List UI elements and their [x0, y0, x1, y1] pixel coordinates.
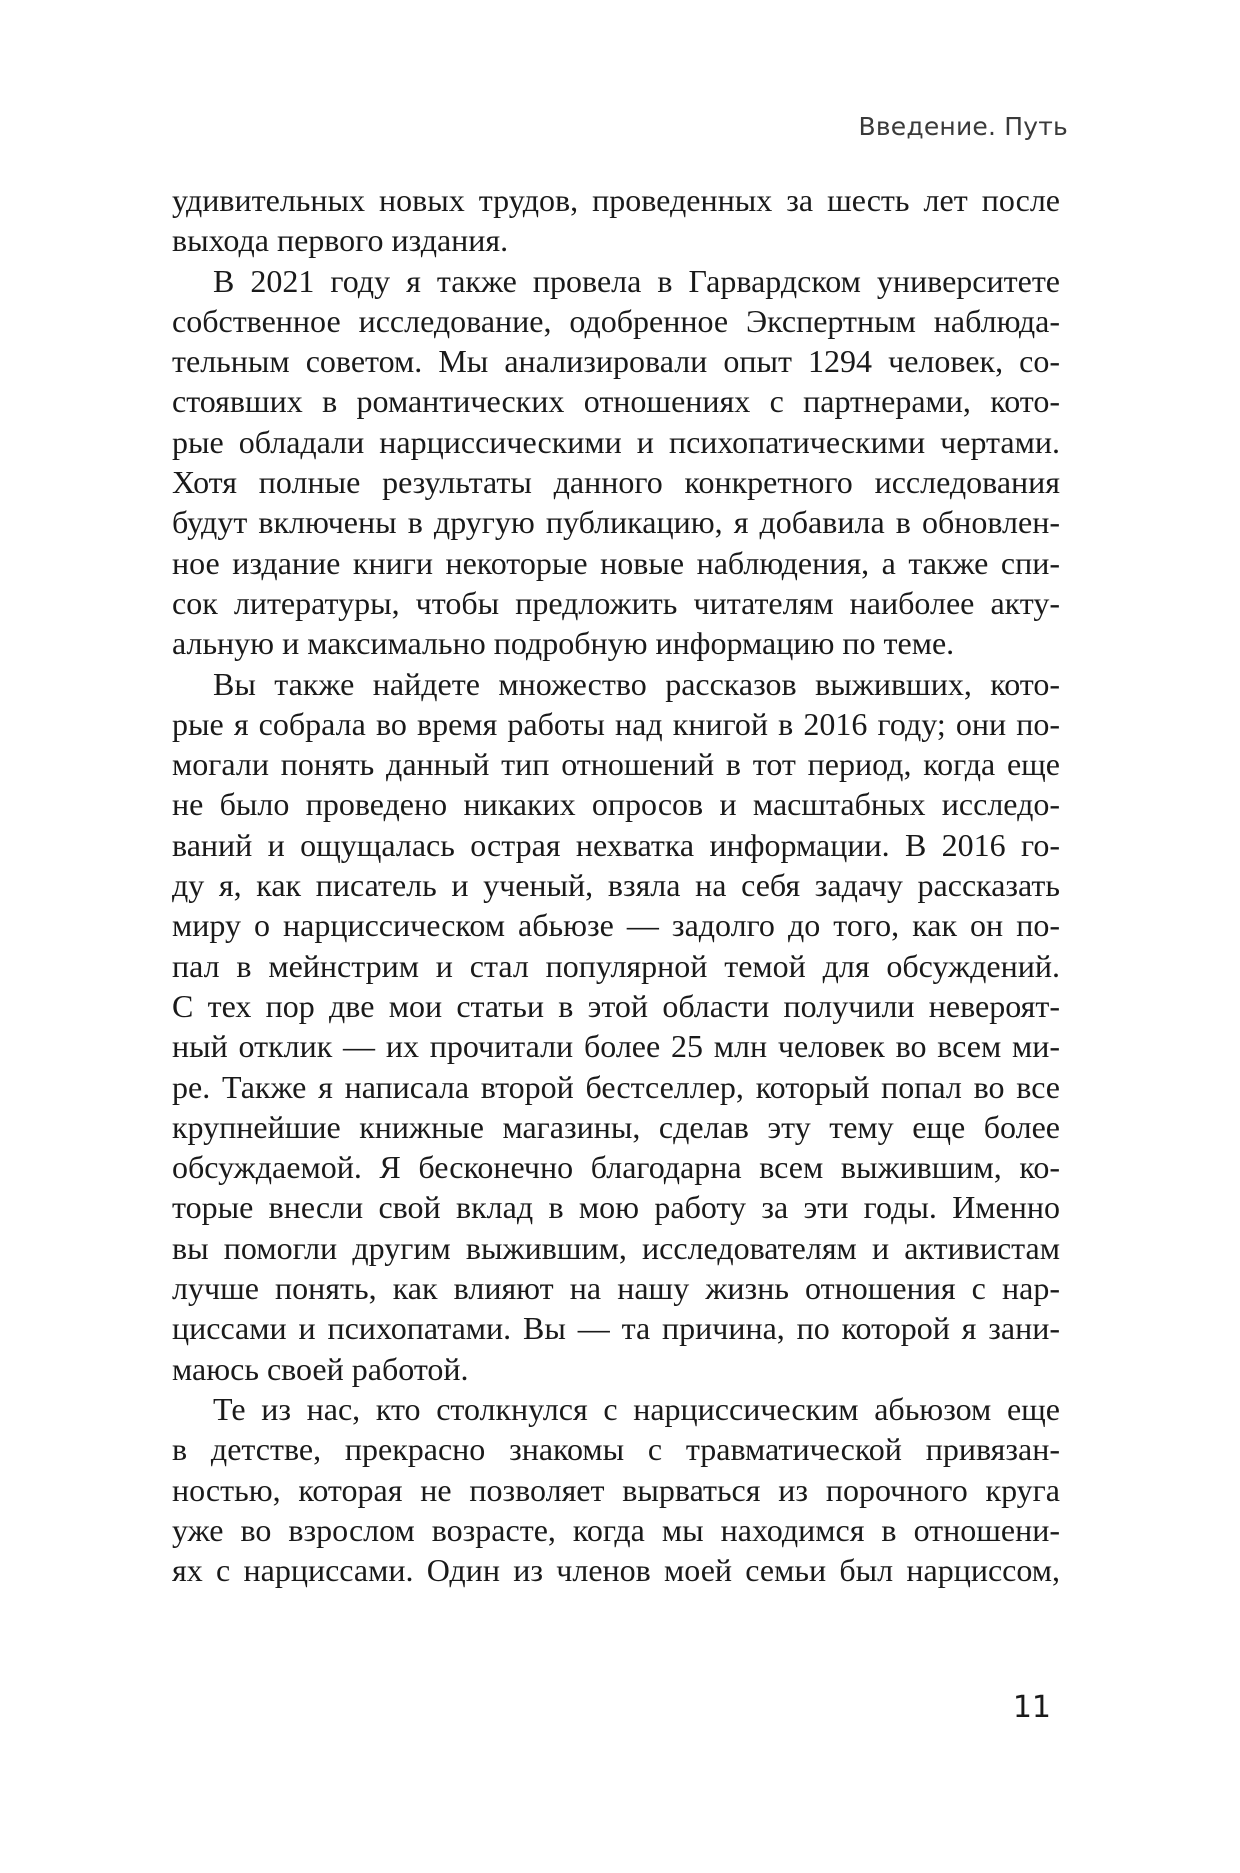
text-line: выхода первого издания.	[172, 222, 509, 259]
text-line: ваний и ощущалась острая нехватка информации. В 2016 го-	[172, 826, 1060, 863]
text-line: обсуждаемой. Я бесконечно благодарна всем выжившим, ко-	[172, 1149, 1060, 1186]
paragraph	[172, 180, 1060, 261]
text-line: ностью, которая не позволяет вырваться из порочного круга	[172, 1471, 1060, 1508]
text-line: Вы также найдете множество рассказов выживших, кото-	[213, 665, 1060, 702]
text-line: рые обладали нарциссическими и психопатическими чертами.	[172, 423, 1060, 460]
text-line: лучше понять, как влияют на нашу жизнь отношения с нар-	[172, 1270, 1060, 1307]
paragraph	[172, 261, 1060, 664]
text-line: ду я, как писатель и ученый, взяла на себя задачу рассказать	[172, 867, 1060, 904]
paragraph	[172, 1389, 1060, 1590]
text-line: ре. Также я написала второй бестселлер, который попал во все	[172, 1068, 1060, 1105]
text-line: ный отклик — их прочитали более 25 млн человек во всем ми-	[172, 1028, 1060, 1065]
text-line: ное издание книги некоторые новые наблюдения, а также спи-	[172, 544, 1060, 581]
text-line: вы помогли другим выжившим, исследователям и активистам	[172, 1229, 1060, 1266]
text-line: крупнейшие книжные магазины, сделав эту тему еще более	[172, 1108, 1060, 1145]
text-line: циссами и психопатами. Вы — та причина, по которой я зани-	[172, 1310, 1060, 1347]
text-line: торые внесли свой вклад в мою работу за эти годы. Именно	[172, 1189, 1060, 1226]
text-line: Те из нас, кто столкнулся с нарциссическим абьюзом еще	[213, 1390, 1060, 1427]
text-line: пал в мейнстрим и стал популярной темой для обсуждений.	[172, 947, 1060, 984]
text-line: тельным советом. Мы анализировали опыт 1294 человек, со-	[172, 343, 1060, 380]
text-line: С тех пор две мои статьи в этой области получили невероят-	[172, 987, 1060, 1024]
text-line: сок литературы, чтобы предложить читателям наиболее акту-	[172, 584, 1060, 621]
text-line: уже во взрослом возрасте, когда мы находимся в отношени-	[172, 1511, 1060, 1548]
text-line: будут включены в другую публикацию, я добавила в обновлен-	[172, 504, 1060, 541]
text-line: миру о нарциссическом абьюзе — задолго до того, как он по-	[172, 907, 1060, 944]
text-line: маюсь своей работой.	[172, 1350, 469, 1387]
text-line: рые я собрала во время работы над книгой в 2016 году; они по-	[172, 705, 1060, 742]
body-text	[172, 180, 1060, 1590]
text-line: альную и максимально подробную информацию по теме.	[172, 625, 955, 662]
text-line: стоявших в романтических отношениях с партнерами, кото-	[172, 383, 1060, 420]
text-line: удивительных новых трудов, проведенных за шесть лет после	[172, 182, 1060, 218]
page-number: 11	[1012, 1690, 1051, 1725]
text-line: могали понять данный тип отношений в тот период, когда еще	[172, 746, 1060, 783]
text-line: в детстве, прекрасно знакомы с травматической привязан-	[172, 1431, 1060, 1468]
text-line: Хотя полные результаты данного конкретного исследования	[172, 464, 1060, 501]
text-line: В 2021 году я также провела в Гарвардском университете	[213, 262, 1060, 299]
text-line: ях с нарциссами. Один из членов моей семьи был нарциссом,	[172, 1552, 1060, 1589]
paragraph	[172, 664, 1060, 1389]
running-head: Введение. Путь	[858, 112, 1068, 141]
text-line: собственное исследование, одобренное Экспертным наблюда-	[172, 302, 1060, 339]
text-line: не было проведено никаких опросов и масштабных исследо-	[172, 786, 1060, 823]
